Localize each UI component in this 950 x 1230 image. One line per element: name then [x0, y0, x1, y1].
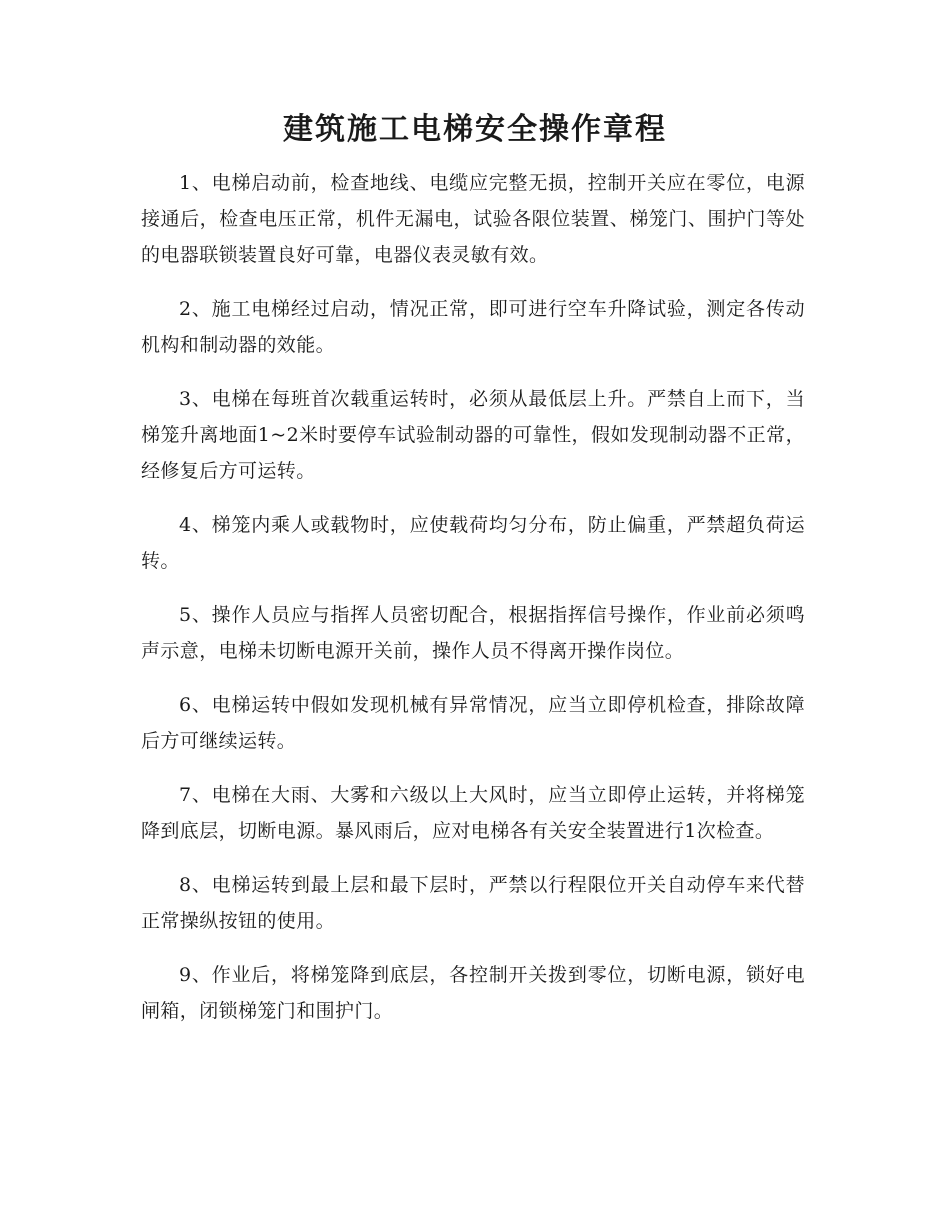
paragraph-9: 9、作业后，将梯笼降到底层，各控制开关拨到零位，切断电源，锁好电闸箱，闭锁梯笼门和围护门。: [141, 964, 805, 1022]
paragraph-6: 6、电梯运转中假如发现机械有异常情况，应当立即停机检查，排除故障后方可继续运转。: [141, 694, 805, 752]
paragraph-8: 8、电梯运转到最上层和最下层时，严禁以行程限位开关自动停车来代替正常操纵按钮的使用。: [141, 874, 805, 932]
paragraph-7: 7、电梯在大雨、大雾和六级以上大风时，应当立即停止运转，并将梯笼降到底层，切断电源。暴风雨后，应对电梯各有关安全装置进行1次检查。: [141, 784, 805, 842]
document-title: 建筑施工电梯安全操作章程: [283, 112, 667, 147]
paragraph-5: 5、操作人员应与指挥人员密切配合，根据指挥信号操作，作业前必须鸣声示意，电梯未切断电源开关前，操作人员不得离开操作岗位。: [141, 604, 805, 662]
paragraph-4: 4、梯笼内乘人或载物时，应使载荷均匀分布，防止偏重，严禁超负荷运转。: [141, 514, 805, 572]
paragraph-3: 3、电梯在每班首次载重运转时，必须从最低层上升。严禁自上而下，当梯笼升离地面1~2米时要停车试验制动器的可靠性，假如发现制动器不正常，经修复后方可运转。: [141, 388, 805, 482]
paragraph-2: 2、施工电梯经过启动，情况正常，即可进行空车升降试验，测定各传动机构和制动器的效能。: [141, 298, 805, 356]
paragraph-1: 1、电梯启动前，检查地线、电缆应完整无损，控制开关应在零位，电源接通后，检查电压正常，机件无漏电，试验各限位装置、梯笼门、围护门等处的电器联锁装置良好可靠，电器仪表灵敏有效。: [141, 172, 805, 266]
document-body: [141, 165, 805, 1047]
